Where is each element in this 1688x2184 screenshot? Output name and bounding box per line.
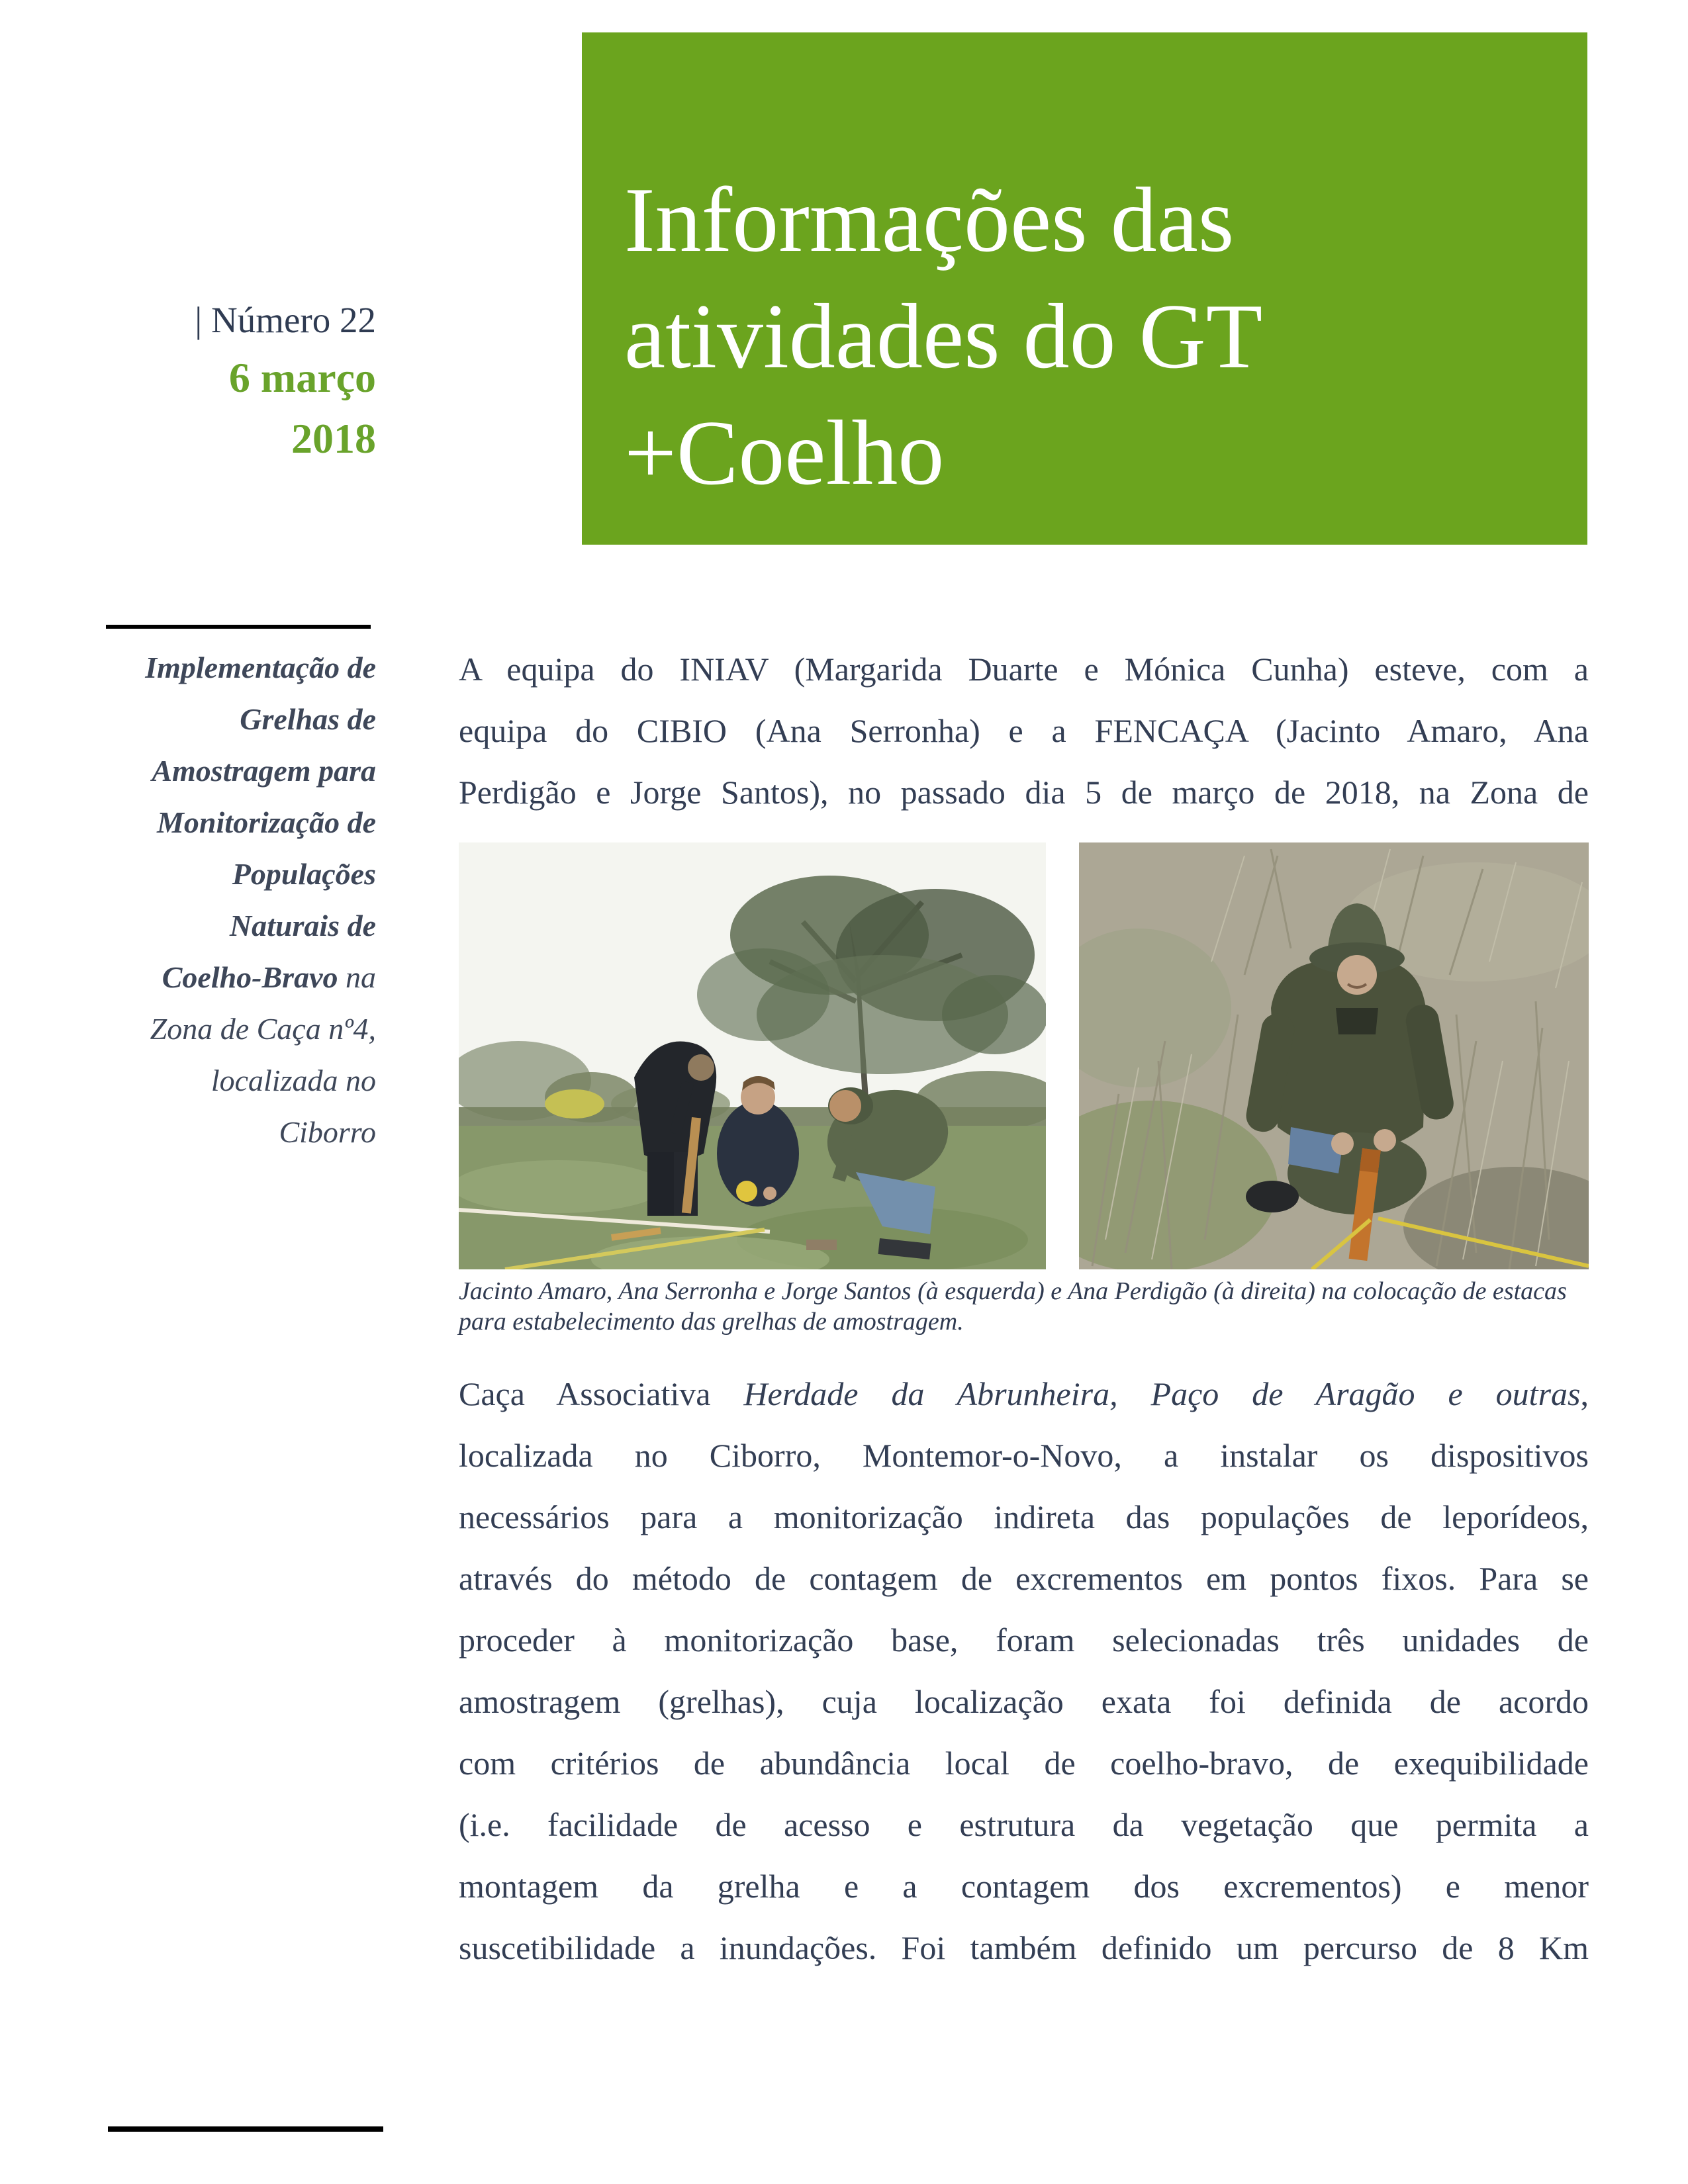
headline-text: localizada no xyxy=(211,1064,376,1097)
headline-line xyxy=(26,952,376,1003)
headline-line xyxy=(26,1055,376,1107)
headline-text: Coelho-Bravo xyxy=(162,960,338,994)
body-line: através do método de contagem de excrementos em pontos fixos. Para se xyxy=(459,1560,1589,1597)
sidebar-divider-bottom xyxy=(108,2126,383,2132)
body-line: proceder à monitorização base, foram selecionadas três unidades de xyxy=(459,1621,1589,1659)
body-paragraph-2 xyxy=(459,1363,1589,1979)
field-photo-right xyxy=(1079,842,1589,1269)
body-line: (i.e. facilidade de acesso e estrutura da vegetação que permita a xyxy=(459,1806,1589,1843)
body-line: A equipa do INIAV (Margarida Duarte e Mónica Cunha) esteve, com a xyxy=(459,651,1589,688)
body-text: , xyxy=(1580,1375,1589,1412)
newsletter-title xyxy=(624,162,1262,512)
photo-caption-line-1: Jacinto Amaro, Ana Serronha e Jorge Santos (à esquerda) e Ana Perdigão (à direita) na colocação de estacas xyxy=(459,1277,1567,1305)
field-photo-left xyxy=(459,842,1046,1269)
newsletter-title-line-1: Informações das xyxy=(624,169,1235,271)
headline-line xyxy=(26,694,376,745)
headline-line xyxy=(26,642,376,694)
body-line: amostragem (grelhas), cuja localização exata foi definida de acordo xyxy=(459,1683,1589,1720)
newsletter-title-line-3: +Coelho xyxy=(624,402,945,504)
headline-line xyxy=(26,848,376,900)
sidebar-divider-top xyxy=(106,625,371,629)
issue-date-year: 2018 xyxy=(291,415,376,462)
field-photo-left-illustration xyxy=(459,842,1046,1269)
masthead-banner xyxy=(582,32,1587,545)
body-line: equipa do CIBIO (Ana Serronha) e a FENCAÇA (Jacinto Amaro, Ana xyxy=(459,712,1589,749)
newsletter-title-line-2: atividades do GT xyxy=(624,285,1263,388)
headline-line xyxy=(26,1003,376,1055)
headline-text: Monitorização de xyxy=(157,805,376,839)
field-photo-right-illustration xyxy=(1079,842,1589,1269)
body-text: Caça Associativa xyxy=(459,1375,711,1412)
headline-line xyxy=(26,745,376,797)
headline-line xyxy=(26,900,376,952)
headline-text: Zona de Caça nº4, xyxy=(150,1012,376,1046)
headline-text: Ciborro xyxy=(279,1115,376,1149)
sidebar-headline xyxy=(26,642,376,1158)
headline-line xyxy=(26,797,376,848)
issue-date-month: 6 março xyxy=(228,354,376,401)
photo-caption xyxy=(459,1276,1589,1337)
body-line: Perdigão e Jorge Santos), no passado dia 5 de março de 2018, na Zona de xyxy=(459,774,1589,811)
headline-text: Populações xyxy=(232,857,376,891)
headline-text: Naturais de xyxy=(229,909,376,942)
headline-line xyxy=(26,1107,376,1158)
headline-text: Implementação de xyxy=(145,651,376,684)
body-line: montagem da grelha e a contagem dos excrementos) e menor xyxy=(459,1868,1589,1905)
headline-text: Grelhas de xyxy=(240,702,376,736)
body-text-italic: Herdade da Abrunheira, Paço de Aragão e outras xyxy=(710,1375,1581,1412)
body-line xyxy=(459,1363,1589,1425)
body-line: necessários para a monitorização indireta das populações de leporídeos, xyxy=(459,1498,1589,1535)
body-paragraph-1 xyxy=(459,639,1589,823)
body-line: localizada no Ciborro, Montemor-o-Novo, a instalar os dispositivos xyxy=(459,1437,1589,1474)
headline-text: na xyxy=(338,960,376,994)
body-line: suscetibilidade a inundações. Foi também definido um percurso de 8 Km xyxy=(459,1929,1589,1966)
issue-number: | Número 22 xyxy=(195,300,376,340)
headline-text: Amostragem para xyxy=(152,754,376,788)
body-line: com critérios de abundância local de coelho-bravo, de exequibilidade xyxy=(459,1745,1589,1782)
photo-caption-line-2: para estabelecimento das grelhas de amostragem. xyxy=(459,1308,964,1336)
